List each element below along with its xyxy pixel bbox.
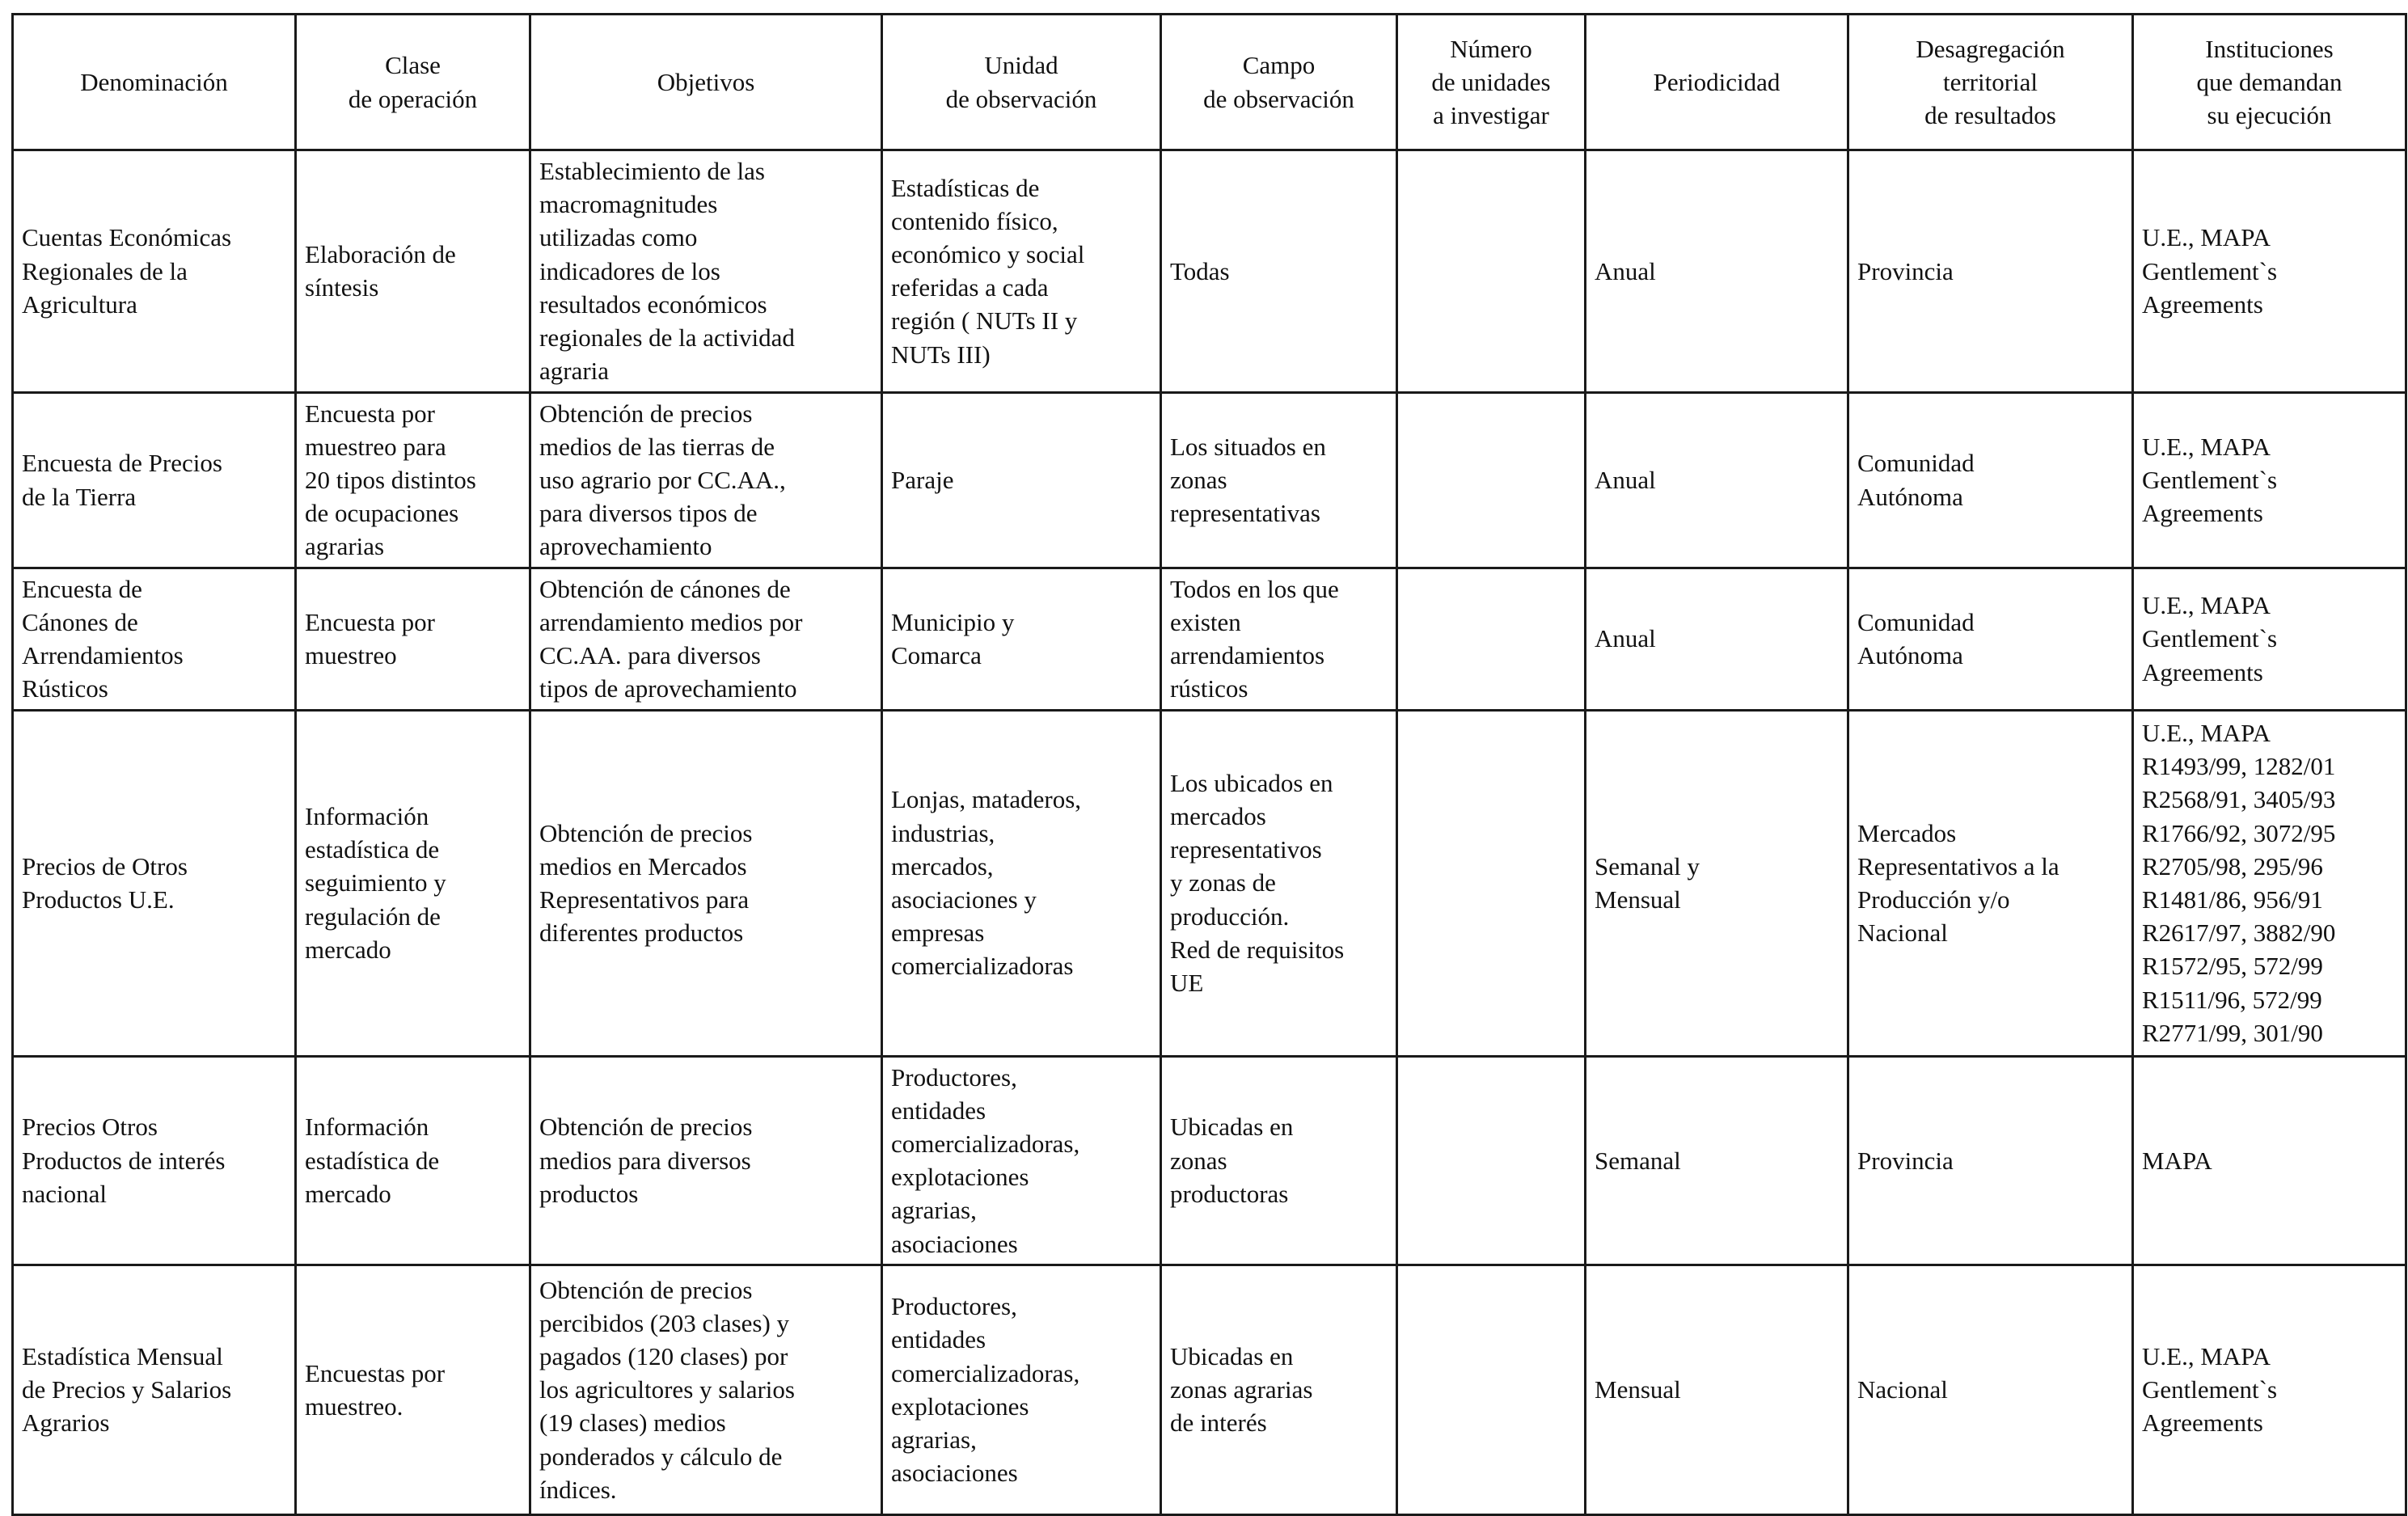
cell-text-periodicidad: Anual	[1595, 465, 1656, 494]
cell-text-instituciones: U.E., MAPA R1493/99, 1282/01 R2568/91, 3405/93 R1766/92, 3072/95 R2705/98, 295/96 R1481/86, 956/91 R2617/97, 3882/90 R1572/95, 572/99 R1511/96, 572/99 R2771/99, 301/90	[2142, 718, 2336, 1047]
cell-campo-observacion	[1161, 150, 1397, 393]
cell-text-clase-operacion: Encuestas por muestreo.	[305, 1358, 446, 1421]
cell-text-instituciones: MAPA	[2142, 1146, 2212, 1175]
cell-clase-operacion	[296, 568, 530, 710]
header-numero-unidades: Número de unidades a investigar	[1397, 15, 1586, 150]
table-row	[13, 150, 2406, 393]
table-row	[13, 392, 2406, 568]
cell-unidad-observacion	[882, 568, 1161, 710]
header-instituciones: Instituciones que demandan su ejecución	[2133, 15, 2406, 150]
cell-text-unidad-observacion: Productores, entidades comercializadoras, explotaciones agrarias, asociaciones	[891, 1062, 1080, 1258]
cell-text-clase-operacion: Información estadística de mercado	[305, 1113, 440, 1208]
cell-text-desagregacion-territorial: Comunidad Autónoma	[1857, 607, 1975, 670]
cell-instituciones	[2133, 392, 2406, 568]
cell-objetivos	[530, 568, 882, 710]
cell-text-instituciones: U.E., MAPA Gentlement`s Agreements	[2142, 1341, 2278, 1438]
cell-campo-observacion	[1161, 568, 1397, 710]
cell-text-objetivos: Obtención de precios percibidos (203 clases) y pagados (120 clases) por los agricultores y salarios (19 clases) medios ponderados y cálculo de índices.	[539, 1275, 795, 1504]
cell-denominacion	[13, 1056, 296, 1265]
cell-text-denominacion: Estadística Mensual de Precios y Salarios Agrarios	[22, 1341, 232, 1438]
cell-objetivos	[530, 150, 882, 393]
cell-text-campo-observacion: Todas	[1170, 256, 1230, 285]
cell-text-desagregacion-territorial: Comunidad Autónoma	[1857, 449, 1975, 511]
cell-text-denominacion: Cuentas Económicas Regionales de la Agricultura	[22, 223, 232, 319]
cell-text-clase-operacion: Encuesta por muestreo para 20 tipos distintos de ocupaciones agrarias	[305, 399, 476, 561]
header-denominacion: Denominación	[13, 15, 296, 150]
cell-text-objetivos: Obtención de precios medios de las tierras de uso agrario por CC.AA., para diversos tipos de aprovechamiento	[539, 399, 786, 561]
cell-instituciones	[2133, 710, 2406, 1056]
cell-instituciones	[2133, 1056, 2406, 1265]
table-header-row	[13, 15, 2406, 150]
header-periodicidad: Periodicidad	[1586, 15, 1848, 150]
table-row	[13, 568, 2406, 710]
cell-instituciones	[2133, 1265, 2406, 1514]
statistical-operations-table	[11, 13, 2407, 1516]
cell-numero-unidades	[1397, 150, 1586, 393]
cell-clase-operacion	[296, 1265, 530, 1514]
cell-numero-unidades	[1397, 568, 1586, 710]
cell-campo-observacion	[1161, 1265, 1397, 1514]
cell-text-periodicidad: Anual	[1595, 624, 1656, 653]
cell-text-instituciones: U.E., MAPA Gentlement`s Agreements	[2142, 591, 2278, 686]
cell-denominacion	[13, 1265, 296, 1514]
header-objetivos: Objetivos	[530, 15, 882, 150]
cell-text-denominacion: Precios Otros Productos de interés nacional	[22, 1113, 226, 1208]
cell-text-campo-observacion: Ubicadas en zonas productoras	[1170, 1113, 1294, 1208]
cell-text-denominacion: Encuesta de Cánones de Arrendamientos Rústicos	[22, 574, 184, 703]
cell-periodicidad	[1586, 1056, 1848, 1265]
table-row	[13, 1056, 2406, 1265]
header-campo-observacion: Campo de observación	[1161, 15, 1397, 150]
cell-text-unidad-observacion: Productores, entidades comercializadoras, explotaciones agrarias, asociaciones	[891, 1292, 1080, 1488]
cell-text-objetivos: Establecimiento de las macromagnitudes utilizadas como indicadores de los resultados económicos regionales de la actividad agraria	[539, 157, 795, 386]
cell-campo-observacion	[1161, 1056, 1397, 1265]
cell-desagregacion-territorial	[1848, 568, 2133, 710]
cell-desagregacion-territorial	[1848, 1056, 2133, 1265]
cell-unidad-observacion	[882, 150, 1161, 393]
cell-objetivos	[530, 392, 882, 568]
cell-text-periodicidad: Anual	[1595, 256, 1656, 285]
cell-text-campo-observacion: Todos en los que existen arrendamientos rústicos	[1170, 574, 1339, 703]
cell-unidad-observacion	[882, 392, 1161, 568]
cell-periodicidad	[1586, 392, 1848, 568]
cell-text-desagregacion-territorial: Provincia	[1857, 256, 1954, 285]
cell-text-unidad-observacion: Paraje	[891, 465, 954, 494]
cell-desagregacion-territorial	[1848, 710, 2133, 1056]
cell-periodicidad	[1586, 710, 1848, 1056]
cell-text-unidad-observacion: Municipio y Comarca	[891, 607, 1015, 670]
header-desagregacion-territorial: Desagregación territorial de resultados	[1848, 15, 2133, 150]
cell-periodicidad	[1586, 150, 1848, 393]
header-clase-operacion: Clase de operación	[296, 15, 530, 150]
cell-numero-unidades	[1397, 1056, 1586, 1265]
cell-campo-observacion	[1161, 392, 1397, 568]
cell-clase-operacion	[296, 1056, 530, 1265]
cell-desagregacion-territorial	[1848, 392, 2133, 568]
cell-denominacion	[13, 710, 296, 1056]
cell-text-denominacion: Encuesta de Precios de la Tierra	[22, 449, 222, 511]
cell-unidad-observacion	[882, 1265, 1161, 1514]
cell-text-unidad-observacion: Estadísticas de contenido físico, económico y social referidas a cada región ( NUTs II y NUTs III)	[891, 173, 1085, 369]
cell-denominacion	[13, 392, 296, 568]
table-body	[13, 150, 2406, 1515]
cell-numero-unidades	[1397, 392, 1586, 568]
cell-clase-operacion	[296, 392, 530, 568]
cell-text-periodicidad: Semanal	[1595, 1146, 1681, 1175]
cell-text-clase-operacion: Información estadística de seguimiento y regulación de mercado	[305, 801, 446, 964]
cell-denominacion	[13, 150, 296, 393]
cell-text-campo-observacion: Ubicadas en zonas agrarias de interés	[1170, 1341, 1313, 1438]
cell-text-clase-operacion: Elaboración de síntesis	[305, 240, 456, 302]
cell-unidad-observacion	[882, 710, 1161, 1056]
cell-text-objetivos: Obtención de cánones de arrendamiento medios por CC.AA. para diversos tipos de aprovechamiento	[539, 574, 803, 703]
cell-unidad-observacion	[882, 1056, 1161, 1265]
cell-text-periodicidad: Semanal y Mensual	[1595, 851, 1700, 914]
cell-objetivos	[530, 1056, 882, 1265]
cell-numero-unidades	[1397, 1265, 1586, 1514]
cell-text-objetivos: Obtención de precios medios para diversos productos	[539, 1113, 753, 1208]
cell-text-denominacion: Precios de Otros Productos U.E.	[22, 851, 188, 914]
cell-numero-unidades	[1397, 710, 1586, 1056]
cell-desagregacion-territorial	[1848, 150, 2133, 393]
cell-text-unidad-observacion: Lonjas, mataderos, industrias, mercados, asociaciones y empresas comercializadoras	[891, 785, 1082, 981]
table-row	[13, 710, 2406, 1056]
statistical-operations-document	[11, 13, 2405, 1504]
cell-objetivos	[530, 1265, 882, 1514]
cell-text-desagregacion-territorial: Mercados Representativos a la Producción y/o Nacional	[1857, 818, 2059, 948]
cell-text-objetivos: Obtención de precios medios en Mercados Representativos para diferentes productos	[539, 818, 753, 948]
cell-text-instituciones: U.E., MAPA Gentlement`s Agreements	[2142, 223, 2278, 319]
cell-instituciones	[2133, 150, 2406, 393]
cell-text-desagregacion-territorial: Provincia	[1857, 1146, 1954, 1175]
cell-clase-operacion	[296, 150, 530, 393]
cell-text-desagregacion-territorial: Nacional	[1857, 1375, 1948, 1404]
cell-periodicidad	[1586, 1265, 1848, 1514]
cell-periodicidad	[1586, 568, 1848, 710]
cell-campo-observacion	[1161, 710, 1397, 1056]
cell-text-campo-observacion: Los ubicados en mercados representativos y zonas de producción. Red de requisitos UE	[1170, 768, 1345, 998]
cell-denominacion	[13, 568, 296, 710]
cell-text-campo-observacion: Los situados en zonas representativas	[1170, 432, 1326, 528]
cell-text-periodicidad: Mensual	[1595, 1375, 1681, 1404]
table-row	[13, 1265, 2406, 1514]
cell-text-clase-operacion: Encuesta por muestreo	[305, 607, 435, 670]
cell-objetivos	[530, 710, 882, 1056]
cell-text-instituciones: U.E., MAPA Gentlement`s Agreements	[2142, 432, 2278, 528]
cell-clase-operacion	[296, 710, 530, 1056]
cell-desagregacion-territorial	[1848, 1265, 2133, 1514]
header-unidad-observacion: Unidad de observación	[882, 15, 1161, 150]
cell-instituciones	[2133, 568, 2406, 710]
